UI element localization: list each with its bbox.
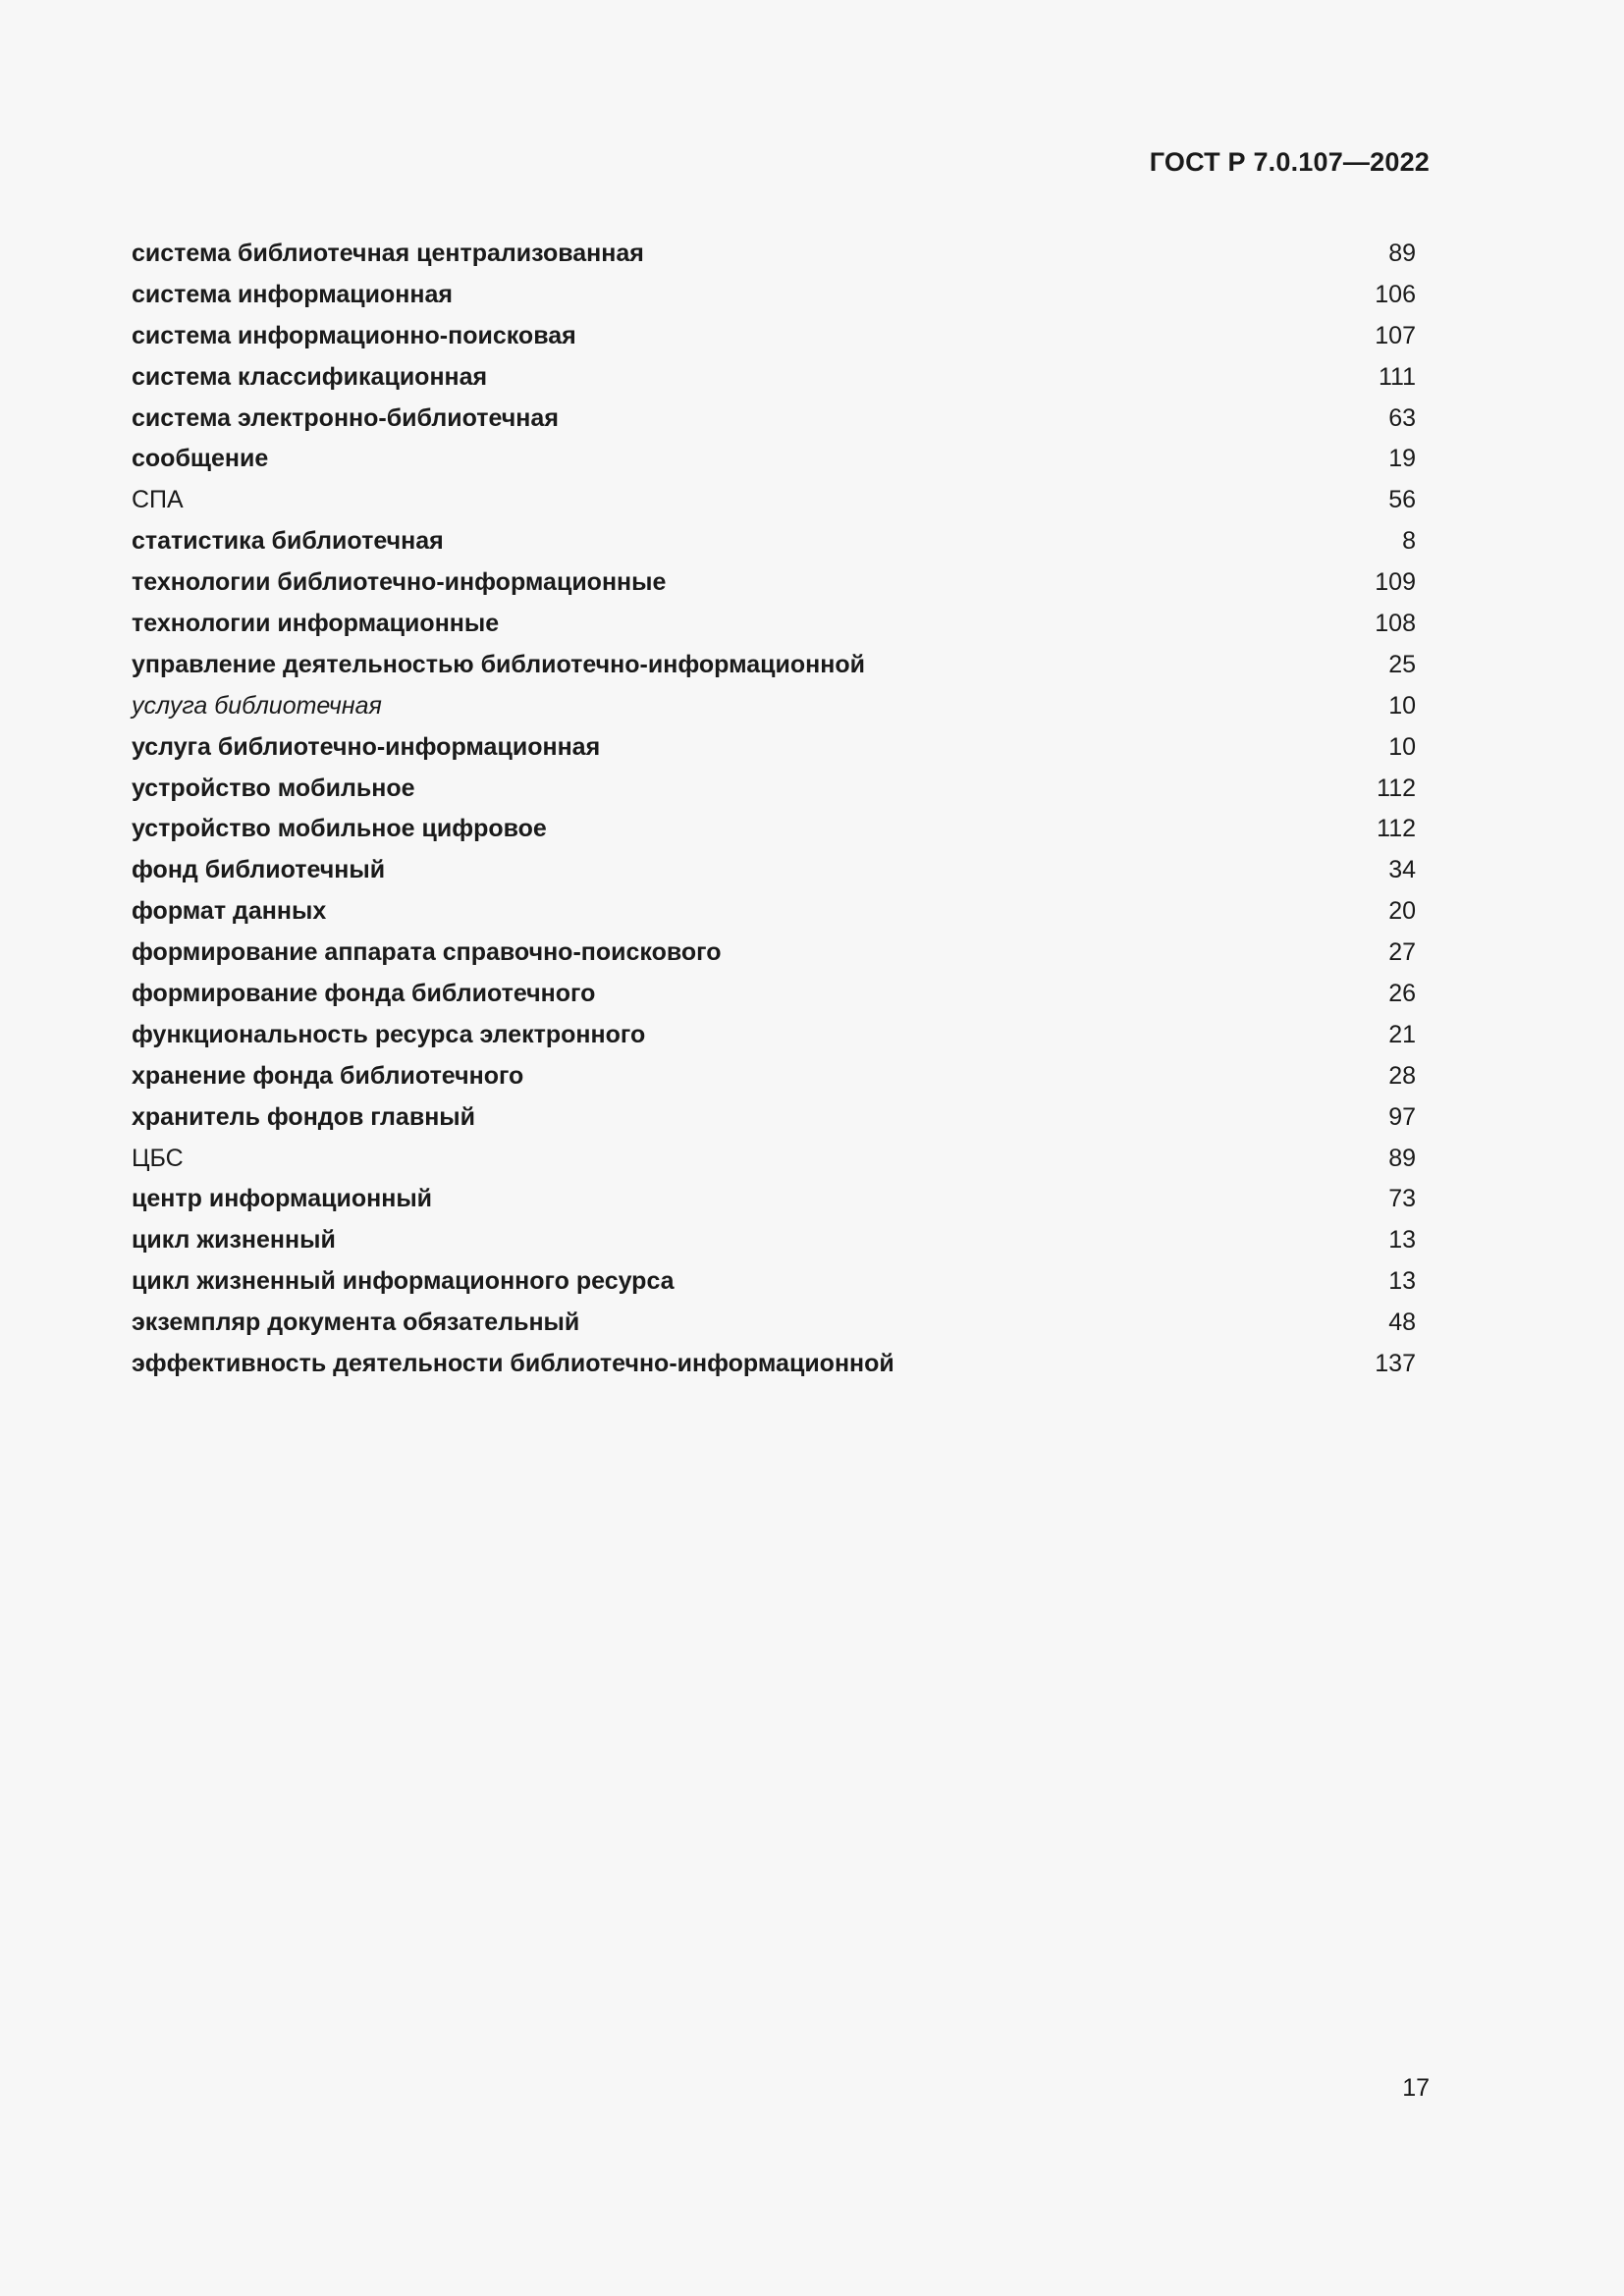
index-page-ref: 112 [1377,815,1416,843]
index-term: услуга библиотечная [132,691,382,720]
index-page-ref: 27 [1388,938,1416,967]
index-entry [132,1220,1416,1261]
index-term: формат данных [132,897,327,926]
index-term: сообщение [132,445,269,473]
index-entry [132,1303,1416,1344]
index-page-ref: 20 [1388,897,1416,926]
index-page-ref: 34 [1388,856,1416,884]
index-entry [132,974,1416,1015]
index-page-ref: 13 [1388,1267,1416,1296]
index-entry [132,933,1416,974]
page-number: 17 [1402,2074,1430,2102]
index-page-ref: 28 [1388,1061,1416,1090]
index-page-ref: 137 [1375,1350,1416,1378]
index-term: статистика библиотечная [132,527,444,556]
index-term: цикл жизненный информационного ресурса [132,1267,675,1296]
index-entry [132,1139,1416,1180]
document-header: ГОСТ Р 7.0.107—2022 [1149,147,1430,177]
index-page-ref: 109 [1375,568,1416,597]
index-page-ref: 97 [1388,1102,1416,1131]
index-page-ref: 21 [1388,1020,1416,1048]
index-term: хранение фонда библиотечного [132,1061,524,1090]
index-term: система библиотечная централизованная [132,240,644,267]
index-entry [132,604,1416,645]
index-term: СПА [132,486,184,514]
index-entry [132,1179,1416,1220]
index-entry [132,1056,1416,1097]
index-page-ref: 48 [1388,1308,1416,1337]
index-entry [132,850,1416,891]
index-entry [132,769,1416,810]
index-term: устройство мобильное цифровое [132,815,547,843]
index-entry [132,275,1416,316]
index-term: формирование фонда библиотечного [132,980,596,1008]
index-page-ref: 63 [1388,403,1416,432]
index-entry [132,316,1416,357]
index-term: система информационно-поисковая [132,321,576,349]
index-page-ref: 10 [1388,732,1416,761]
index-term: система информационная [132,280,454,308]
index-page-ref: 73 [1388,1185,1416,1213]
index-entry [132,686,1416,727]
index-term: система электронно-библиотечная [132,403,559,432]
index-entry [132,439,1416,480]
index-term: система классификационная [132,362,488,391]
index-page-ref: 26 [1388,980,1416,1008]
index-term: управление деятельностью библиотечно-информационной [132,650,866,678]
index-page-ref: 112 [1377,774,1416,802]
index-term: устройство мобильное [132,774,415,802]
index-term: хранитель фондов главный [132,1102,476,1131]
index-term: функциональность ресурса электронного [132,1020,646,1048]
index-page-ref: 89 [1388,1144,1416,1172]
index-entry [132,234,1416,275]
index-page-ref: 10 [1388,691,1416,720]
index-entry [132,809,1416,850]
index-term: технологии информационные [132,610,500,638]
index-page-ref: 19 [1388,445,1416,473]
index-entry [132,399,1416,440]
index-entry [132,562,1416,604]
index-page-ref: 108 [1375,610,1416,638]
index-page-ref: 111 [1378,362,1416,391]
index-term: формирование аппарата справочно-поискового [132,938,722,967]
index-term: фонд библиотечный [132,856,386,884]
index-entry [132,521,1416,562]
index-page-ref: 107 [1375,321,1416,349]
index-term: цикл жизненный [132,1226,336,1255]
index-term: услуга библиотечно-информационная [132,732,601,761]
term-index-list [132,234,1416,1385]
index-entry [132,1015,1416,1056]
index-entry [132,1097,1416,1139]
index-entry [132,480,1416,521]
index-page-ref: 13 [1388,1226,1416,1255]
index-entry [132,1261,1416,1303]
index-entry [132,1344,1416,1385]
index-page-ref: 106 [1375,280,1416,308]
index-entry [132,645,1416,686]
index-page-ref: 8 [1402,527,1416,556]
index-term: технологии библиотечно-информационные [132,568,667,597]
index-term: центр информационный [132,1185,433,1213]
index-entry [132,891,1416,933]
index-term: ЦБС [132,1144,184,1172]
index-term: экземпляр документа обязательный [132,1308,580,1337]
index-page-ref: 56 [1388,486,1416,514]
index-page-ref: 25 [1388,650,1416,678]
index-page-ref: 89 [1388,240,1416,267]
index-entry [132,357,1416,399]
index-entry [132,727,1416,769]
index-term: эффективность деятельности библиотечно-информационной [132,1350,894,1378]
